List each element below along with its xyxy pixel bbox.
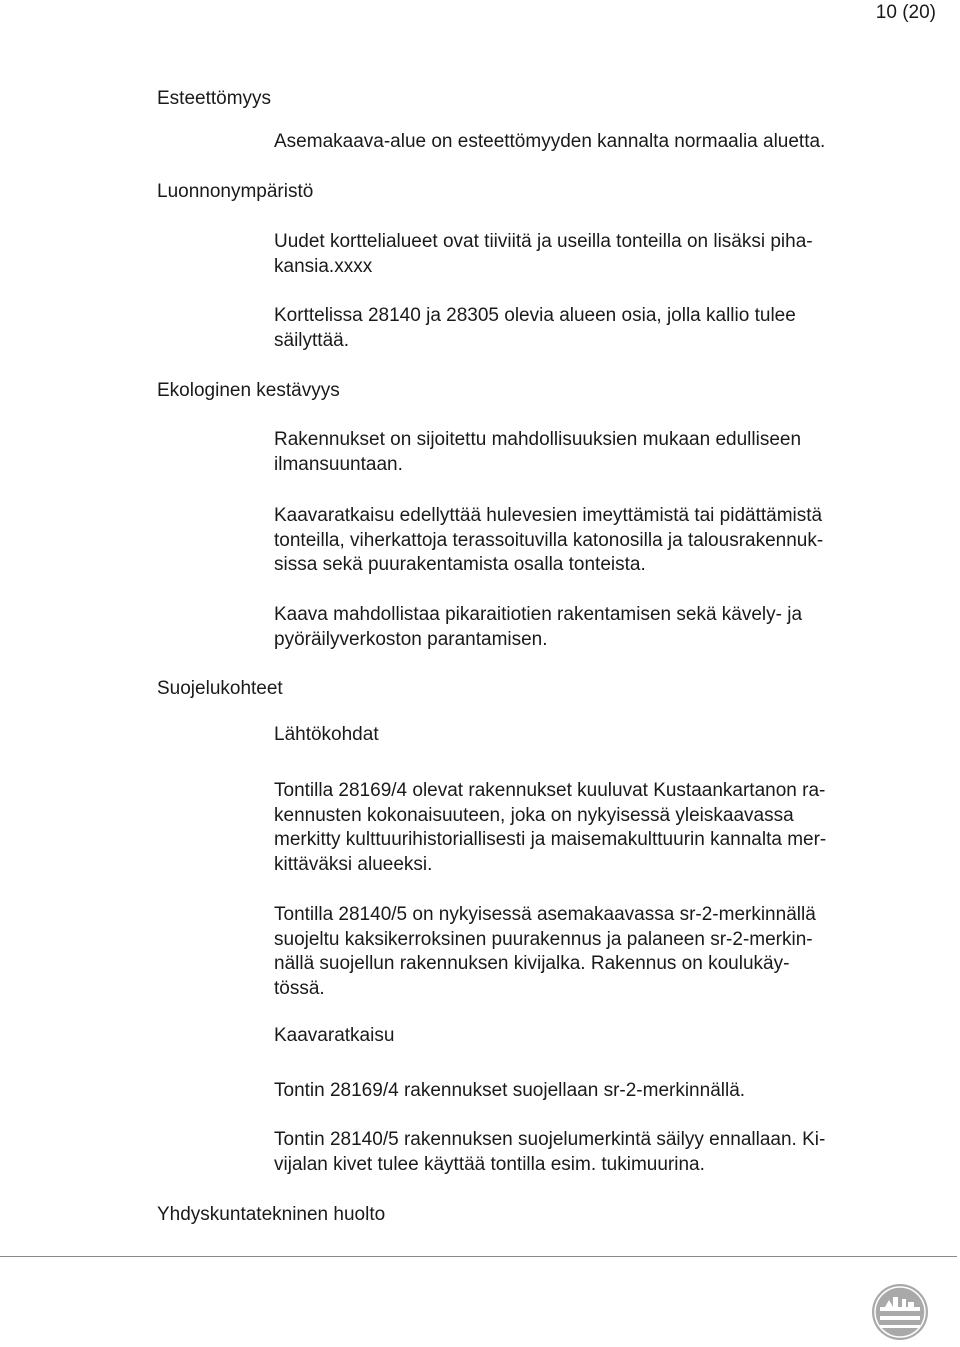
heading-yhdyskuntatekninen-huolto: Yhdyskuntatekninen huolto bbox=[157, 1204, 386, 1225]
paragraph-suojelukohteet-2 bbox=[274, 903, 914, 1001]
paragraph-ekologinen-3 bbox=[274, 603, 914, 652]
paragraph-ekologinen-1 bbox=[274, 428, 914, 477]
paragraph-luonnonymparisto-2 bbox=[274, 304, 914, 353]
text-line: vijalan kivet tulee käyttää tontilla esim. tukimuurina. bbox=[274, 1153, 705, 1175]
text-line: kansia.xxxx bbox=[274, 255, 373, 277]
paragraph-suojelukohteet-4 bbox=[274, 1128, 914, 1177]
text-line: Tontin 28140/5 rakennuksen suojelumerkintä säilyy ennallaan. Ki- bbox=[274, 1129, 826, 1150]
paragraph-suojelukohteet-3 bbox=[274, 1079, 914, 1104]
text-line: Tontin 28169/4 rakennukset suojellaan sr-2-merkinnällä. bbox=[274, 1080, 746, 1101]
text-line: sissa sekä puurakentamista osalla tonteista. bbox=[274, 554, 646, 575]
text-line: tössä. bbox=[274, 977, 325, 999]
page-number: 10 (20) bbox=[875, 2, 936, 23]
text-line: Tontilla 28169/4 olevat rakennukset kuuluvat Kustaankartanon ra- bbox=[274, 780, 826, 801]
text-line: Kaavaratkaisu bbox=[274, 1025, 395, 1046]
text-line: pyöräilyverkoston parantamisen. bbox=[274, 628, 548, 650]
text-line: kittäväksi alueeksi. bbox=[274, 853, 433, 875]
heading-ekologinen-kestavyys: Ekologinen kestävyys bbox=[157, 380, 340, 401]
heading-luonnonymparisto: Luonnonympäristö bbox=[157, 181, 314, 202]
subheading-kaavaratkaisu bbox=[274, 1024, 914, 1049]
text-line: Uudet korttelialueet ovat tiiviitä ja useilla tonteilla on lisäksi piha- bbox=[274, 231, 813, 252]
text-line: Kaava mahdollistaa pikaraitiotien rakentamisen sekä kävely- ja bbox=[274, 604, 803, 625]
text-line: kennusten kokonaisuuteen, joka on nykyisessä yleiskaavassa bbox=[274, 804, 794, 826]
text-line: Kaavaratkaisu edellyttää hulevesien imeyttämistä tai pidättämistä bbox=[274, 505, 823, 526]
heading-esteettomyys: Esteettömyys bbox=[157, 88, 272, 109]
heading-suojelukohteet: Suojelukohteet bbox=[157, 678, 283, 699]
city-logo-icon bbox=[871, 1283, 929, 1341]
paragraph-ekologinen-2 bbox=[274, 504, 914, 578]
paragraph-suojelukohteet-1 bbox=[274, 779, 914, 877]
text-line: suojeltu kaksikerroksinen puurakennus ja palaneen sr-2-merkin- bbox=[274, 928, 813, 950]
text-line: tonteilla, viherkattoja terassoituvilla katonosilla ja talousrakennuk- bbox=[274, 529, 824, 551]
text-line: Tontilla 28140/5 on nykyisessä asemakaavassa sr-2-merkinnällä bbox=[274, 904, 816, 925]
text-line: merkitty kulttuurihistoriallisesti ja maisemakulttuurin kannalta mer- bbox=[274, 829, 827, 850]
text-line: Korttelissa 28140 ja 28305 olevia alueen osia, jolla kallio tulee bbox=[274, 305, 796, 326]
paragraph-esteettomyys bbox=[274, 130, 914, 155]
paragraph-luonnonymparisto-1 bbox=[274, 230, 914, 279]
subheading-lahtokohdat bbox=[274, 723, 914, 748]
footer-divider bbox=[0, 1256, 957, 1257]
text-line: ilmansuuntaan. bbox=[274, 453, 403, 475]
text-line: nällä suojellun rakennuksen kivijalka. Rakennus on koulukäy- bbox=[274, 953, 790, 974]
text-line: Rakennukset on sijoitettu mahdollisuuksien mukaan edulliseen bbox=[274, 429, 802, 450]
text-line: Lähtökohdat bbox=[274, 724, 379, 745]
text-line: säilyttää. bbox=[274, 329, 349, 351]
text-line: Asemakaava-alue on esteettömyyden kannalta normaalia aluetta. bbox=[274, 131, 826, 152]
